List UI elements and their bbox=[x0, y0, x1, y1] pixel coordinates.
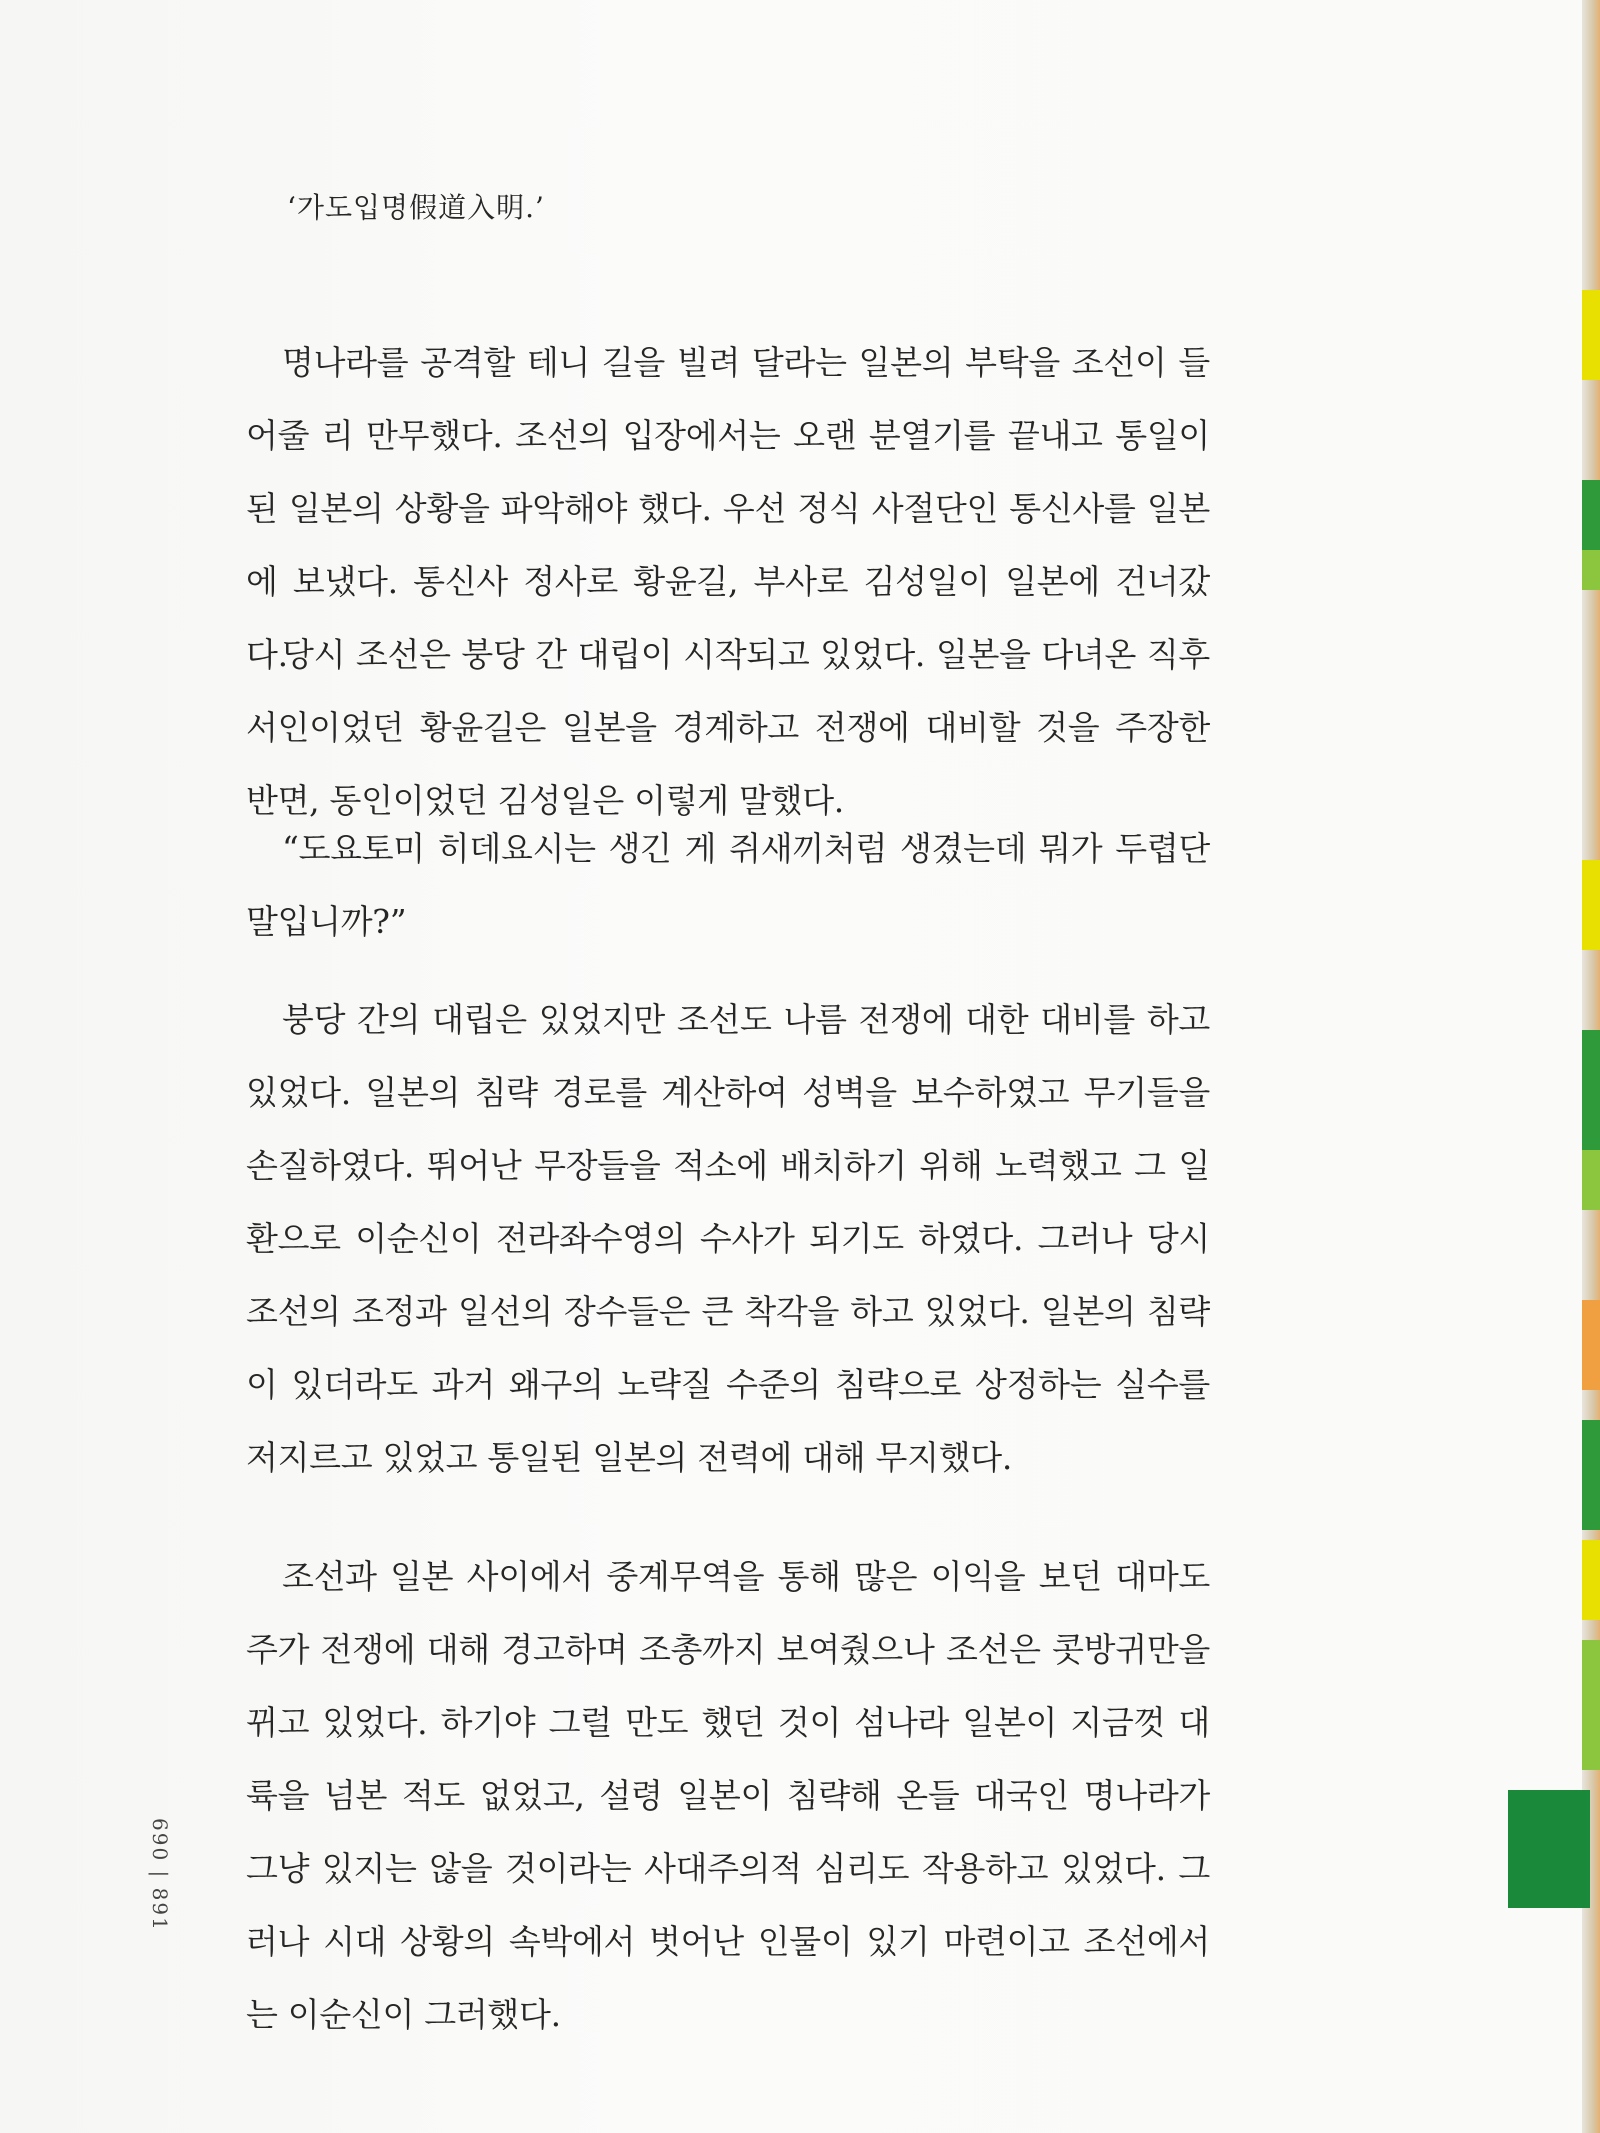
edge-tab bbox=[1582, 290, 1600, 380]
chapter-marker bbox=[1508, 1790, 1590, 1908]
edge-tab bbox=[1582, 1420, 1600, 1530]
edge-tab bbox=[1582, 1030, 1600, 1150]
paragraph-2: 당시 조선은 붕당 간 대립이 시작되고 있었다. 일본을 다녀온 직후 서인이었던 황윤길은 일본을 경계하고 전쟁에 대비할 것을 주장한 반면, 동인이었던 김성일은 이렇게 말했다. bbox=[246, 635, 1210, 820]
edge-tab bbox=[1582, 860, 1600, 950]
paragraph-1: 명나라를 공격할 테니 길을 빌려 달라는 일본의 부탁을 조선이 들어줄 리 만무했다. 조선의 입장에서는 오랜 분열기를 끝내고 통일이 된 일본의 상황을 파악해야 했다. 우선 정식 사절단인 통신사를 일본에 보냈다. 통신사 정사로 황윤길, 부사로 김성일이 일본에 건너갔다. bbox=[246, 343, 1210, 674]
edge-tab bbox=[1582, 1540, 1600, 1620]
paragraph-3: 붕당 간의 대립은 있었지만 조선도 나름 전쟁에 대한 대비를 하고 있었다. 일본의 침략 경로를 계산하여 성벽을 보수하였고 무기들을 손질하였다. 뛰어난 무장들을 적소에 배치하기 위해 노력했고 그 일환으로 이순신이 전라좌수영의 수사가 되기도 하였다. 그러나 당시 조선의 조정과 일선의 장수들은 큰 착각을 하고 있었다. 일본의 침략이 있더라도 과거 왜구의 노략질 수준의 침략으로 상정하는 실수를 저지르고 있었고 통일된 일본의 전력에 대해 무지했다. bbox=[246, 1000, 1210, 1477]
motto: ‘가도입명假道入明.’ bbox=[287, 191, 545, 224]
edge-tab bbox=[1582, 480, 1600, 550]
edge-tab bbox=[1582, 1300, 1600, 1390]
quote: “도요토미 히데요시는 생긴 게 쥐새끼처럼 생겼는데 뭐가 두렵단 말입니까?” bbox=[246, 829, 1210, 941]
edge-tab bbox=[1582, 550, 1600, 590]
edge-tab bbox=[1582, 1640, 1600, 1770]
page-number: 690 | 891 bbox=[148, 1818, 172, 1932]
paragraph-4: 조선과 일본 사이에서 중계무역을 통해 많은 이익을 보던 대마도주가 전쟁에 대해 경고하며 조총까지 보여줬으나 조선은 콧방귀만을 뀌고 있었다. 하기야 그럴 만도 했던 것이 섬나라 일본이 지금껏 대륙을 넘본 적도 없었고, 설령 일본이 침략해 온들 대국인 명나라가 그냥 있지는 않을 것이라는 사대주의적 심리도 작용하고 있었다. 그러나 시대 상황의 속박에서 벗어난 인물이 있기 마련이고 조선에서는 이순신이 그러했다. bbox=[246, 1557, 1210, 2034]
edge-tab bbox=[1582, 1150, 1600, 1210]
